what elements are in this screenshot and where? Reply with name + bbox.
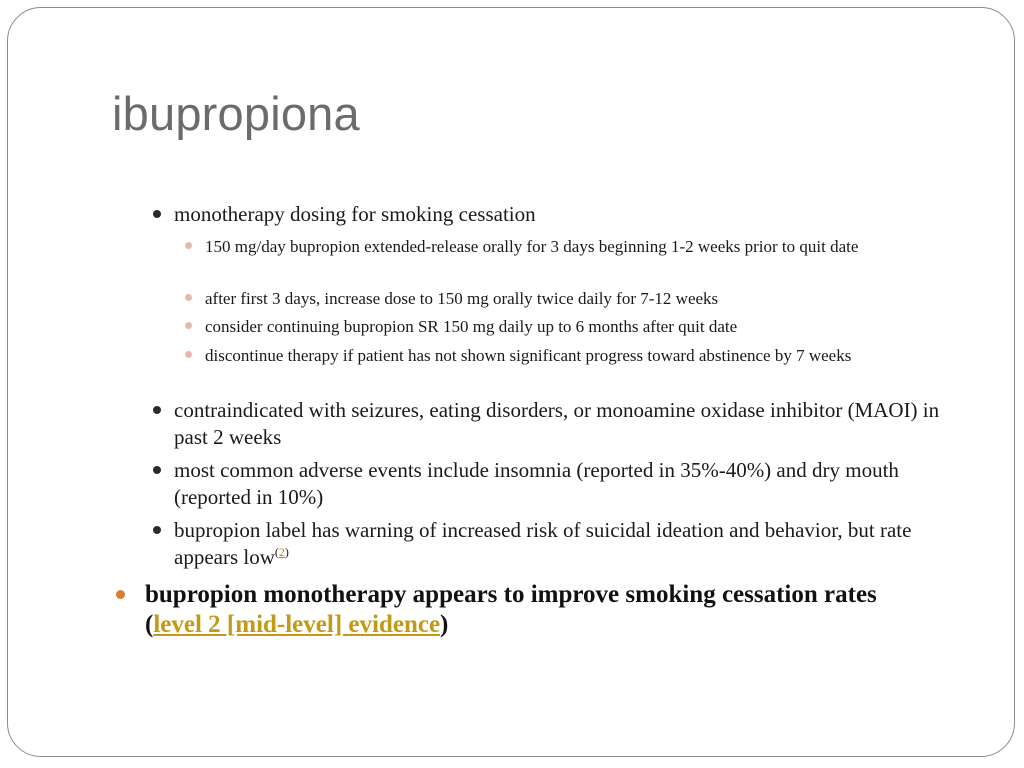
conclusion-text: bupropion monotherapy appears to improve smoking cessation rates ( <box>145 581 877 638</box>
bullet-dosing-text: monotherapy dosing for smoking cessation <box>174 202 536 226</box>
sub-bullet-text: 150 mg/day bupropion extended-release orally for 3 days beginning 1-2 weeks prior to quit date <box>205 237 859 256</box>
slide-title: ibupropiona <box>112 87 360 140</box>
reference-link[interactable]: 2 <box>278 545 285 559</box>
sub-bullet-dot-icon <box>185 294 192 301</box>
conclusion-bullet-dot-icon <box>116 590 125 599</box>
conclusion-bullet <box>145 580 935 640</box>
bullet-adverse-events <box>174 457 964 511</box>
sub-bullet-dot-icon <box>185 322 192 329</box>
evidence-level-link[interactable]: level 2 [mid-level] evidence <box>153 611 441 638</box>
bullet-dot-icon <box>153 526 161 534</box>
sub-bullet-dot-icon <box>185 242 192 249</box>
sub-bullet-text: consider continuing bupropion SR 150 mg daily up to 6 months after quit date <box>205 317 738 336</box>
sub-bullet-dose-start <box>205 235 965 258</box>
bullet-dot-icon <box>153 466 161 474</box>
conclusion-suffix: ) <box>440 611 449 638</box>
bullet-adverse-events-text: most common adverse events include insomnia (reported in 35%-40%) and dry mouth (reported in 10%) <box>174 458 899 509</box>
sub-bullet-dose-increase <box>205 287 965 310</box>
bullet-contraindications-text: contraindicated with seizures, eating disorders, or monoamine oxidase inhibitor (MAOI) in past 2 weeks <box>174 398 940 449</box>
bullet-dosing <box>174 201 964 228</box>
bullet-dot-icon <box>153 210 161 218</box>
bullet-warning <box>174 517 964 571</box>
bullet-contraindications <box>174 397 964 451</box>
bullet-dot-icon <box>153 406 161 414</box>
reference-superscript: (2) <box>274 545 289 559</box>
sub-bullet-dot-icon <box>185 351 192 358</box>
sub-bullet-text: discontinue therapy if patient has not shown significant progress toward abstinence by 7 weeks <box>205 346 852 365</box>
sub-bullet-text: after first 3 days, increase dose to 150 mg orally twice daily for 7-12 weeks <box>205 289 719 308</box>
sub-bullet-discontinue <box>205 344 965 367</box>
bullet-warning-text: bupropion label has warning of increased risk of suicidal ideation and behavior, but rate appears low <box>174 518 912 569</box>
sub-bullet-continue <box>205 315 965 338</box>
